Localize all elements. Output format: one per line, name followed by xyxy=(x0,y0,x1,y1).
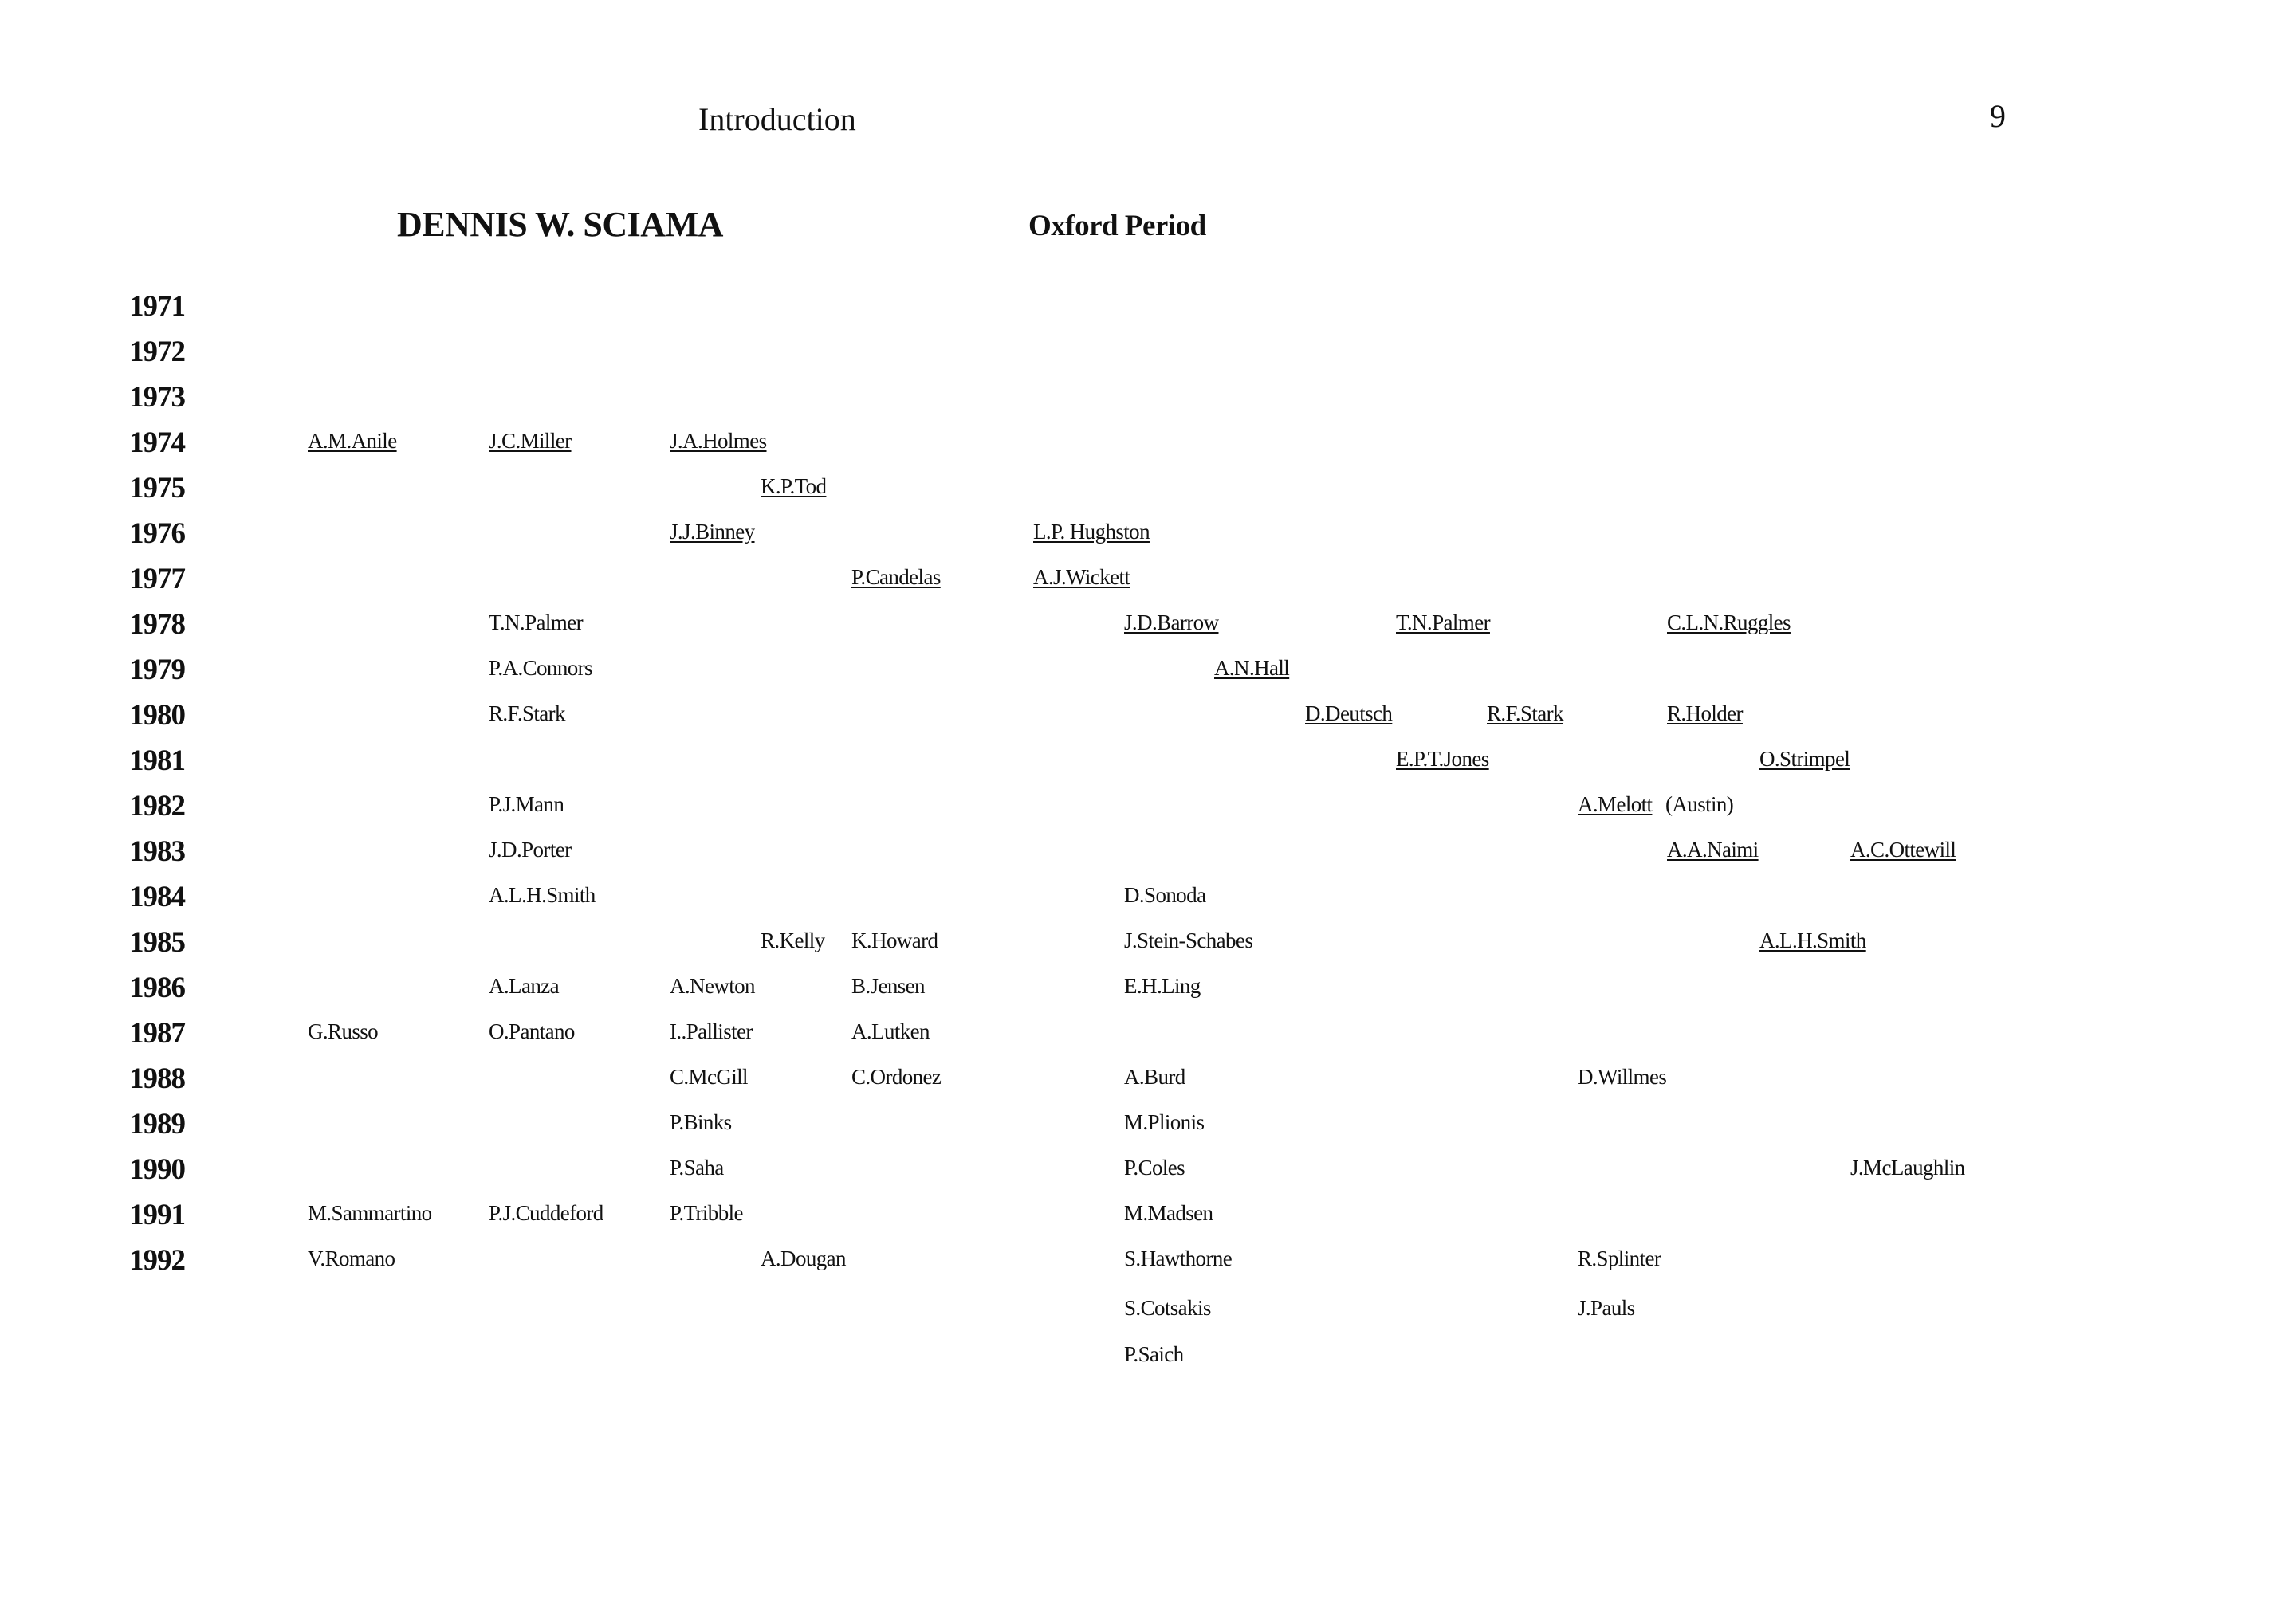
student-name: A.Lanza xyxy=(489,974,559,998)
student-name: P.J.Mann xyxy=(489,792,564,816)
student-name: C.McGill xyxy=(670,1065,748,1089)
student-name: R.Kelly xyxy=(761,929,825,952)
student-name: P.Candelas xyxy=(851,565,941,589)
year-label: 1972 xyxy=(129,336,185,368)
period-title: Oxford Period xyxy=(1028,210,1206,242)
student-name: S.Cotsakis xyxy=(1124,1296,1211,1320)
student-name: L.P. Hughston xyxy=(1033,520,1150,544)
student-name: C.Ordonez xyxy=(851,1065,942,1089)
student-name: D.Deutsch xyxy=(1305,701,1393,725)
student-name: A.L.H.Smith xyxy=(1759,929,1866,952)
student-name: A.J.Wickett xyxy=(1033,565,1130,589)
student-name: P.Coles xyxy=(1124,1156,1185,1180)
student-name: A.A.Naimi xyxy=(1667,838,1759,862)
student-name: K.Howard xyxy=(851,929,938,952)
student-name: P.J.Cuddeford xyxy=(489,1201,603,1225)
year-label: 1985 xyxy=(129,926,185,959)
year-label: 1991 xyxy=(129,1199,185,1231)
student-name: O.Pantano xyxy=(489,1019,575,1043)
student-name: O.Strimpel xyxy=(1759,747,1850,771)
year-label: 1986 xyxy=(129,972,185,1004)
year-label: 1984 xyxy=(129,881,185,913)
student-name: A.Melott xyxy=(1578,792,1653,816)
student-name: S.Hawthorne xyxy=(1124,1247,1233,1270)
student-name: M.Sammartino xyxy=(308,1201,432,1225)
student-name: G.Russo xyxy=(308,1019,379,1043)
student-name: M.Madsen xyxy=(1124,1201,1213,1225)
student-name: A.Lutken xyxy=(851,1019,930,1043)
year-label: 1982 xyxy=(129,790,185,823)
student-name: T.N.Palmer xyxy=(489,611,583,634)
student-name: D.Sonoda xyxy=(1124,883,1206,907)
student-name: D.Willmes xyxy=(1578,1065,1667,1089)
student-name: J.C.Miller xyxy=(489,429,572,453)
student-name: T.N.Palmer xyxy=(1396,611,1490,634)
year-label: 1989 xyxy=(129,1108,185,1141)
student-name: P.A.Connors xyxy=(489,656,592,680)
year-label: 1981 xyxy=(129,744,185,777)
year-label: 1978 xyxy=(129,608,185,641)
student-name: R.Holder xyxy=(1667,701,1743,725)
student-name: K.P.Tod xyxy=(761,474,827,498)
student-name: A.Burd xyxy=(1124,1065,1185,1089)
student-name: R.F.Stark xyxy=(489,701,565,725)
student-name: R.F.Stark xyxy=(1487,701,1563,725)
year-label: 1987 xyxy=(129,1017,185,1050)
student-name: J.D.Barrow xyxy=(1124,611,1219,634)
student-name: J.Pauls xyxy=(1578,1296,1635,1320)
student-name: C.L.N.Ruggles xyxy=(1667,611,1791,634)
student-name: P.Saich xyxy=(1124,1342,1184,1366)
student-name: (Austin) xyxy=(1665,792,1734,816)
year-label: 1971 xyxy=(129,290,185,323)
year-label: 1990 xyxy=(129,1153,185,1186)
student-name: A.N.Hall xyxy=(1214,656,1290,680)
student-name: A.Newton xyxy=(670,974,755,998)
student-name: P.Tribble xyxy=(670,1201,743,1225)
page-number: 9 xyxy=(1990,98,2006,134)
student-name: E.H.Ling xyxy=(1124,974,1201,998)
student-name: A.C.Ottewill xyxy=(1850,838,1956,862)
year-label: 1992 xyxy=(129,1244,185,1277)
student-name: R.Splinter xyxy=(1578,1247,1661,1270)
year-label: 1974 xyxy=(129,426,185,459)
year-label: 1988 xyxy=(129,1062,185,1095)
running-head: Introduction xyxy=(698,101,856,137)
student-name: J.J.Binney xyxy=(670,520,755,544)
student-name: J.Stein-Schabes xyxy=(1124,929,1253,952)
student-name: M.Plionis xyxy=(1124,1110,1205,1134)
student-name: B.Jensen xyxy=(851,974,925,998)
student-name: A.M.Anile xyxy=(308,429,397,453)
student-name: V.Romano xyxy=(308,1247,395,1270)
year-label: 1976 xyxy=(129,517,185,550)
year-label: 1979 xyxy=(129,654,185,686)
page-title: DENNIS W. SCIAMA xyxy=(397,205,723,244)
year-label: 1975 xyxy=(129,472,185,505)
student-name: A.L.H.Smith xyxy=(489,883,596,907)
student-name: J.McLaughlin xyxy=(1850,1156,1965,1180)
year-label: 1980 xyxy=(129,699,185,732)
year-label: 1973 xyxy=(129,381,185,414)
student-name: E.P.T.Jones xyxy=(1396,747,1489,771)
student-name: I..Pallister xyxy=(670,1019,753,1043)
student-name: P.Binks xyxy=(670,1110,732,1134)
year-label: 1983 xyxy=(129,835,185,868)
student-name: A.Dougan xyxy=(761,1247,846,1270)
student-name: J.D.Porter xyxy=(489,838,572,862)
year-label: 1977 xyxy=(129,563,185,595)
student-name: P.Saha xyxy=(670,1156,724,1180)
student-name: J.A.Holmes xyxy=(670,429,767,453)
